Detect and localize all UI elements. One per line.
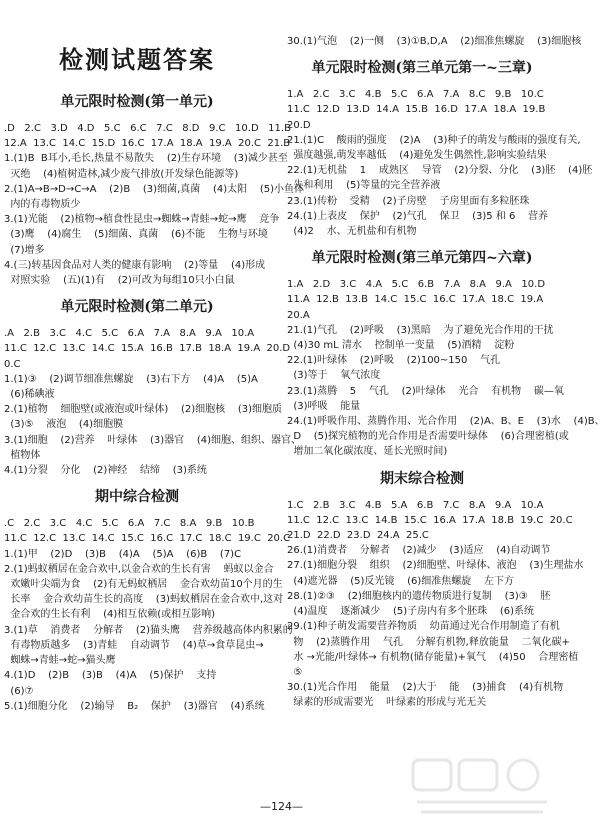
right-column [285,0,605,800]
answer-line: 20.D [287,119,311,131]
answer-line: 3.(1)光能 (2)植物→植食性昆虫→蜘蛛→青蛙→蛇→鹰 竞争 [4,214,280,226]
answer-line: 27.(1)细胞分裂 组织 (2)细胞壁、叶绿体、液泡 (3)生理盐水 [287,560,584,572]
section-title: 期中综合检测 [95,489,179,506]
answer-line: 0.C [4,358,21,370]
answer-line: 2.(1)植物 细胞壁(或液泡或叶绿体) (2)细胞核 (3)细胞质 [4,404,282,416]
answer-line: 22.(1)叶绿体 (2)呼吸 (2)100~150 气孔 [287,355,501,367]
answer-line: 1.A 2.C 3.C 4.B 5.C 6.A 7.A 8.C 9.B 10.C [287,89,544,101]
answer-line: 11.C 12.C 13.C 14.C 15.A 16.B 17.B 18.A 19.A 20.D [4,343,291,355]
answer-line: (3)等于 氧气浓度 [287,370,381,382]
answer-line: 30.(1)光合作用 能量 (2)大于 能 (3)捕食 (4)有机物 [287,682,564,694]
answer-line: 2.(1)蚂蚁栖居在金合欢中,以金合欢的生长有害 蚂蚁以金合 [4,563,274,575]
answer-line: 11.C 12.D 13.D 14.A 15.B 16.D 17.A 18.A 19.B [287,104,546,116]
answer-line: (4)30 mL 清水 控制单一变量 (5)酒精 淀粉 [287,340,515,352]
right-pre-lines [285,34,582,49]
answer-line: 1.(1)③ (2)调节细准焦螺旋 (3)右下方 (4)A (5)A [4,373,258,385]
answer-section [285,57,593,239]
answer-line: 3.(1)细胞 (2)营养 叶绿体 (3)器官 (4)细胞、组织、器官、 [4,434,302,446]
answer-line: 30.(1)气泡 (2)一侧 (3)①B,D,A (2)细准焦螺旋 (3)细胞核 [287,36,582,47]
answer-line: .C 2.C 3.C 4.C 5.C 6.A 7.C 8.A 9.B 10.B [4,518,255,530]
answer-line: 26.(1)消费者 分解者 (2)减少 (3)适应 (4)自动调节 [287,545,551,557]
answer-line: (6)⑦ [4,685,34,697]
answer-line: 4.(1)分裂 分化 (2)神经 结缔 (3)系统 [4,465,207,477]
section-title: 期末综合检测 [380,470,464,487]
answer-line: 5.(1)细胞分化 (2)输导 B₂ 保护 (3)器官 (4)系统 [4,700,265,712]
section-title: 单元限时检测(第三单元第四~六章) [311,250,533,267]
answer-line: 1.C 2.B 3.C 4.B 5.A 6.B 7.C 8.A 9.A 10.A [287,499,544,511]
answer-line: 有毒物质越多 (3)青蛙 自动调节 (4)草→食草昆虫→ [4,639,264,651]
answer-line: 11.C 12.C 13.C 14.B 15.C 16.A 17.A 18.B 19.C 20.C [287,514,573,526]
answer-line: ⑤ [287,666,303,678]
answer-line: 物 (2)蒸腾作用 气孔 分解有机物,释放能量 二氧化碳+ [287,636,570,648]
right-sections [285,57,605,710]
answer-line: (3)⑤ 液泡 (4)细胞膜 [4,419,124,431]
section-title: 单元限时检测(第三单元第一~三章) [311,60,533,77]
answer-line: (7)增多 [4,244,45,256]
answer-line: 28.(1)②③ (2)细胞核内的遗传物质进行复制 (3)③ 胚 [287,590,551,602]
answer-line: 1.(1)甲 (2)D (3)B (4)A (5)A (6)B (7)C [4,548,242,560]
answer-line: 23.(1)蒸腾 5 气孔 (2)叶绿体 光合 有机物 碳—氧 [287,385,564,397]
answer-line: (4)遮光器 (5)反光镜 (6)细准焦螺旋 左下方 [287,575,514,587]
answer-line: 21.(1)C 酸雨的强度 (2)A (3)种子的萌发与酸雨的强度有关, [287,134,581,146]
answer-line: D (5)探究植物的光合作用是否需要叶绿体 (6)合理密植(或 [287,431,569,443]
answer-line: 20.A [287,309,310,321]
answer-line: 11.A 12.B 13.B 14.C 15.C 16.C 17.A 18.C 19.A [287,294,544,306]
answer-line: 23.(1)传粉 受精 (2)子房壁 子房里面有多粒胚珠 [287,195,530,207]
answer-line: 21.D 22.D 23.D 24.A 25.C [287,530,429,542]
answer-line: 1.(1)B B耳小,毛长,热量不易散失 (2)生存环境 (3)减少甚至 [4,153,288,165]
answer-line: 1.A 2.D 3.C 4.A 5.C 6.B 7.A 8.A 9.A 10.D [287,279,546,291]
answer-line: (4)温度 逐渐减少 (5)子房内有多个胚珠 (6)系统 [287,606,534,618]
answer-line: 失和利用 (5)等量的完全营养液 [287,180,441,192]
answer-line: 24.(1)上表皮 保护 (2)气孔 保卫 (3)5 和 6 营养 [287,210,549,222]
answer-line: 蜘蛛→青蛙→蛇→猫头鹰 [4,655,116,667]
answer-line: 对照实验 (五)(1)有 (2)可改为每组10只小白鼠 [4,275,235,287]
answer-line: 2.(1)A→B→D→C→A (2)B (3)细菌,真菌 (4)太阳 (5)小鱼体 [4,183,305,195]
answer-line: (3)鹰 (4)腐生 (5)细菌、真菌 (6)不能 生物与环境 [4,229,268,241]
answer-section [0,486,293,714]
answer-line: (6)稀碘液 [4,389,55,401]
answer-line: 24.(1)呼吸作用、蒸腾作用、光合作用 (2)A、B、E (3)水 (4)B、 [287,416,605,428]
answer-line: 内的有毒物质少 [4,199,81,211]
answer-line: .A 2.B 3.C 4.C 5.C 6.A 7.A 8.A 9.A 10.A [4,328,255,340]
answer-line: (3)呼吸 能量 [287,400,361,412]
answer-line: 绿素的形成需要光 叶绿素的形成与光无关 [287,697,487,709]
answer-line: 灭绝 (4)植树造林,减少废气排放(开发绿色能源等) [4,168,239,180]
answer-line: 11.C 12.C 13.C 14.C 15.C 16.C 17.C 18.C 19.C 20.C [4,533,291,545]
answer-section [285,247,605,459]
answer-line: 强度越强,萌发率越低 (4)避免发生偶然性,影响实验结果 [287,150,547,162]
watermark-logo-icon [407,752,557,824]
answer-line: 长率 金合欢幼苗生长的高度 (3)蚂蚁栖居在金合欢中,这对 [4,594,284,606]
answer-line: 22.(1)无机盐 1 成熟区 导管 (2)分裂、分化 (3)胚 (4)胚 [287,165,593,177]
section-title: 单元限时检测(第二单元) [60,299,214,316]
answer-line: 植物体 [4,449,41,461]
answer-line: 增加二氧化碳浓度、延长光照时间) [287,446,448,458]
answer-line: 欢嫩叶尖端为食 (2)有无蚂蚁栖居 金合欢幼苗10个月的生 [4,579,283,591]
answer-line: 29.(1)种子萌发需要营养物质 幼苗通过光合作用制造了有机 [287,621,560,633]
answer-line: 4.(1)D (2)B (3)B (4)A (5)保护 支持 [4,670,217,682]
answer-line: .D 2.C 3.D 4.D 5.C 6.C 7.C 8.D 9.C 10.D 11.B [4,123,291,134]
answer-line: 21.(1)气孔 (2)呼吸 (3)黑暗 为了避免光合作用的干扰 [287,324,554,336]
answer-line: 3.(1)草 消费者 分解者 (2)猫头鹰 营养级越高体内积累的 [4,624,293,636]
answer-line: 水 →光能/叶绿体→ 有机物(储存能量)+氧气 (4)50 合理密植 [287,651,579,663]
answer-line: 4.(三)转基因食品对人类的健康有影响 (2)等量 (4)形成 [4,259,266,271]
page-title: 检测试题答案 [59,45,215,74]
answer-section [285,468,584,711]
page-number: —124— [260,800,303,813]
answer-line: 金合欢的生长有利 (4)相互依赖(或相互影响) [4,609,216,621]
answer-line: (4)2 水、无机盐和有机物 [287,226,417,238]
section-title: 单元限时检测(第一单元) [60,94,214,110]
answer-line: 12.A 13.C 14.C 15.D 16.C 17.A 18.A 19.A 20.C 21.B [4,138,291,150]
